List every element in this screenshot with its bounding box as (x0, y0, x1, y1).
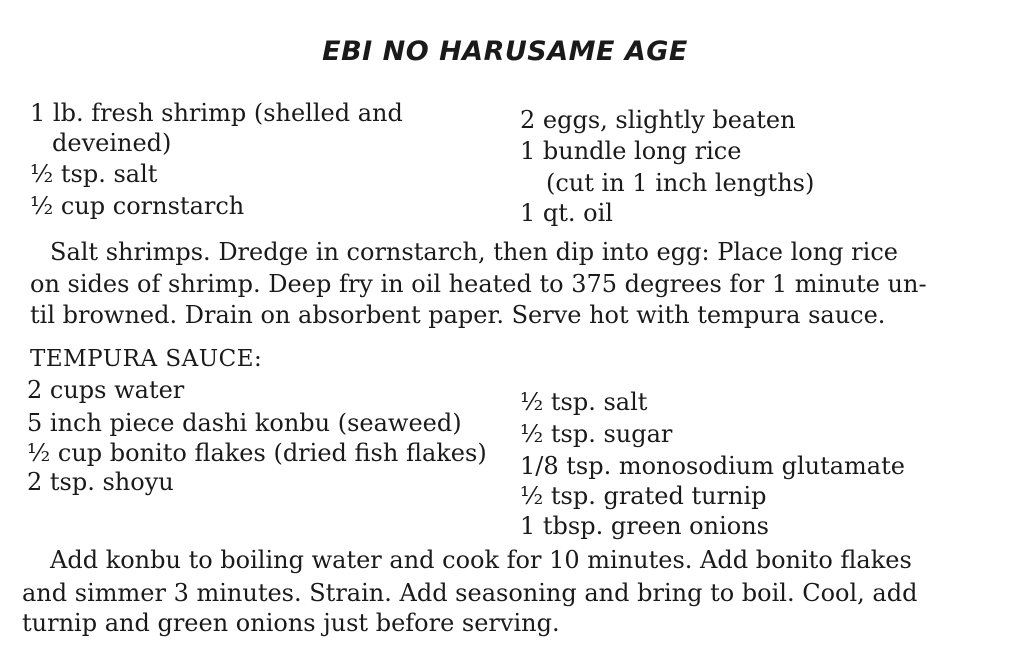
ingredient-line: 1 qt. oil (520, 199, 613, 227)
directions-line: Salt shrimps. Dredge in cornstarch, then dip into egg: Place long rice (50, 238, 898, 266)
sauce-ingredient-line: ½ cup bonito flakes (dried fish flakes) (27, 439, 487, 467)
sauce-ingredient-line: 1/8 tsp. monosodium glutamate (520, 452, 905, 480)
sauce-directions-line: turnip and green onions just before serving. (22, 609, 560, 637)
sauce-directions-line: and simmer 3 minutes. Strain. Add seasoning and bring to boil. Cool, add (22, 579, 918, 607)
ingredient-line: 2 eggs, slightly beaten (520, 106, 796, 134)
ingredient-line: 1 lb. fresh shrimp (shelled and (30, 99, 403, 127)
directions-line: on sides of shrimp. Deep fry in oil heated to 375 degrees for 1 minute un- (30, 270, 927, 298)
directions-line: til browned. Drain on absorbent paper. Serve hot with tempura sauce. (30, 301, 886, 329)
sauce-heading: TEMPURA SAUCE: (30, 346, 263, 372)
sauce-ingredient-line: ½ tsp. grated turnip (520, 482, 767, 510)
sauce-ingredient-line: ½ tsp. sugar (520, 420, 673, 448)
ingredient-line: deveined) (52, 129, 172, 157)
sauce-directions-line: Add konbu to boiling water and cook for 10 minutes. Add bonito flakes (50, 546, 912, 574)
ingredient-line: ½ cup cornstarch (30, 192, 245, 220)
ingredient-line: 1 bundle long rice (520, 137, 742, 165)
sauce-ingredient-line: ½ tsp. salt (520, 388, 648, 416)
sauce-ingredient-line: 1 tbsp. green onions (520, 512, 769, 540)
sauce-ingredient-line: 2 cups water (27, 376, 185, 404)
sauce-ingredient-line: 2 tsp. shoyu (27, 468, 174, 496)
sauce-ingredient-line: 5 inch piece dashi konbu (seaweed) (27, 409, 462, 437)
recipe-title: EBI NO HARUSAME AGE (322, 36, 688, 67)
ingredient-line: (cut in 1 inch lengths) (546, 169, 815, 197)
ingredient-line: ½ tsp. salt (30, 160, 158, 188)
